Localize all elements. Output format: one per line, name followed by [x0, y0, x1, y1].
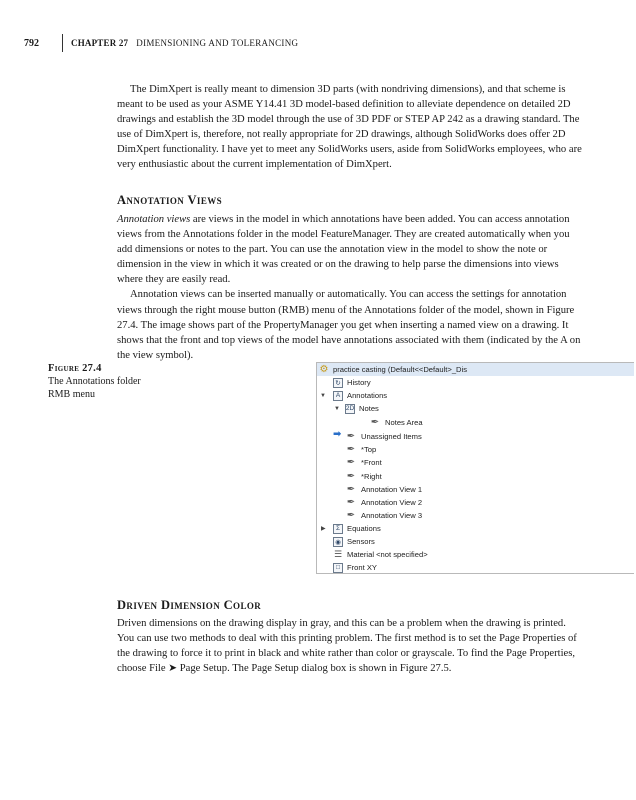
- annotation-view-icon: ✒: [346, 457, 356, 468]
- arrow-right-icon: ➡: [333, 429, 342, 440]
- tree-item-view-2[interactable]: [345, 496, 422, 509]
- driven-dimension-color-paragraph: Driven dimensions on the drawing display in gray, and this can be a problem when the drawing is printed. You can use two methods to deal with this printing problem. The first method is to set the Page Properties of the drawing to force it to print in black and white rather than color or grayscale. To find the Page Properties, choose File ➤ Page Setup. The Page Setup dialog box is shown in Figure 27.5.: [117, 618, 577, 675]
- tree-item-view-1[interactable]: [345, 483, 422, 496]
- annotation-views-heading: Annotation Views: [117, 193, 223, 207]
- tree-item-sensors[interactable]: [333, 535, 375, 548]
- annotation-view-icon: ✒: [346, 471, 356, 482]
- tree-root-label: practice casting (Default<<Default>_Dis: [333, 365, 468, 374]
- tree-item-history[interactable]: [333, 376, 371, 389]
- annotations-icon: A: [333, 391, 343, 401]
- page-number: 792: [24, 37, 39, 49]
- chapter-label: CHAPTER 27: [71, 38, 129, 48]
- header-divider: [62, 34, 63, 52]
- annotation-view-icon: ✒: [370, 417, 380, 428]
- tree-item-front-xy[interactable]: [333, 561, 377, 574]
- annotation-views-term: Annotation views: [117, 214, 191, 225]
- annotations-label: Annotations: [347, 391, 388, 400]
- sensors-icon: ◉: [333, 537, 343, 547]
- annotation-view-icon: ✒: [346, 484, 356, 495]
- chapter-title: DIMENSIONING AND TOLERANCING: [136, 38, 299, 48]
- notes-label: Notes: [359, 404, 379, 413]
- unassigned-label: Unassigned Items: [361, 432, 422, 441]
- tree-root[interactable]: [319, 363, 467, 376]
- annotation-views-text: [117, 212, 583, 363]
- view-3-label: Annotation View 3: [361, 511, 423, 520]
- feature-manager-tree: [316, 362, 634, 574]
- top-label: *Top: [361, 445, 377, 454]
- running-header: [24, 34, 298, 52]
- front-label: *Front: [361, 458, 382, 467]
- front-xy-label: Front XY: [347, 563, 377, 572]
- tree-item-unassigned[interactable]: [345, 430, 422, 443]
- collapse-icon[interactable]: ▼: [334, 406, 340, 412]
- annotation-views-para1-rest: are views in the model in which annotations have been added. You can access annotation views from the Annotations folder in the model FeatureManager. They are created automatically when you add dimensions or notes to the part. You can use the annotation view in the model to show the note or dimension in the view in which it was created or on the drawing to help parse the dimensions into views where they are easily read.: [117, 214, 570, 286]
- notes-area-label: Notes Area: [385, 418, 423, 427]
- view-2-label: Annotation View 2: [361, 498, 423, 507]
- annotation-view-icon: ✒: [346, 444, 356, 455]
- figure-caption-text: The Annotations folder RMB menu: [48, 376, 141, 400]
- driven-dimension-color-heading: Driven Dimension Color: [117, 598, 262, 612]
- history-label: History: [347, 378, 371, 387]
- intro-text: [117, 82, 583, 173]
- tree-item-material[interactable]: [333, 548, 428, 561]
- tree-item-view-3[interactable]: [345, 509, 422, 522]
- tree-item-annotations[interactable]: [333, 389, 387, 402]
- tree-item-front[interactable]: [345, 456, 382, 469]
- sensors-label: Sensors: [347, 537, 375, 546]
- annotation-views-paragraph-1: [117, 212, 583, 287]
- tree-item-notes-area[interactable]: [369, 416, 423, 429]
- figure-label: Figure 27.4: [48, 363, 102, 374]
- expand-icon[interactable]: ▶: [321, 526, 326, 532]
- collapse-icon[interactable]: ▼: [320, 393, 326, 399]
- plane-icon: □: [333, 563, 343, 573]
- history-icon: ↻: [333, 378, 343, 388]
- tree-item-notes[interactable]: [345, 402, 379, 415]
- annotation-view-icon: ✒: [346, 510, 356, 521]
- part-icon: ⚙: [319, 364, 329, 375]
- right-label: *Right: [361, 472, 382, 481]
- annotation-view-icon: ✒: [346, 497, 356, 508]
- figure-caption: [48, 362, 158, 401]
- tree-item-top[interactable]: [345, 443, 376, 456]
- annotation-view-icon: ✒: [346, 431, 356, 442]
- material-label: Material <not specified>: [347, 550, 428, 559]
- notes-icon: 2D: [345, 405, 355, 412]
- view-1-label: Annotation View 1: [361, 485, 423, 494]
- tree-item-equations[interactable]: [333, 522, 381, 535]
- intro-paragraph: The DimXpert is really meant to dimension 3D parts (with nondriving dimensions), and that scheme is meant to be used as your ASME Y14.41 3D model-based definition to alleviate dependence on detailed 2D drawings and establish the 3D model through the use of 3D PDF or STEP AP 242 as a drawing standard. The use of DimXpert is, therefore, not really appropriate for 2D drawings, although SolidWorks does offer 2D DimXpert functionality. I have yet to meet any SolidWorks users, aside from SolidWorks employees, who are very enthusiastic about the current implementation of DimXpert.: [117, 84, 582, 171]
- material-icon: ☰: [333, 549, 343, 559]
- tree-item-right[interactable]: [345, 470, 382, 483]
- annotation-views-paragraph-2: Annotation views can be inserted manually or automatically. You can access the settings for annotation views through the right mouse button (RMB) menu of the Annotations folder of the model, shown in Figure 27.4. The image shows part of the PropertyManager you get when inserting a named view on a drawing. It shows that the front and top views of the model have annotations associated with them (indicated by the A on the view symbol).: [117, 289, 581, 361]
- driven-dimension-color-text: [117, 616, 583, 676]
- equations-label: Equations: [347, 524, 381, 533]
- equations-icon: Σ: [333, 524, 343, 534]
